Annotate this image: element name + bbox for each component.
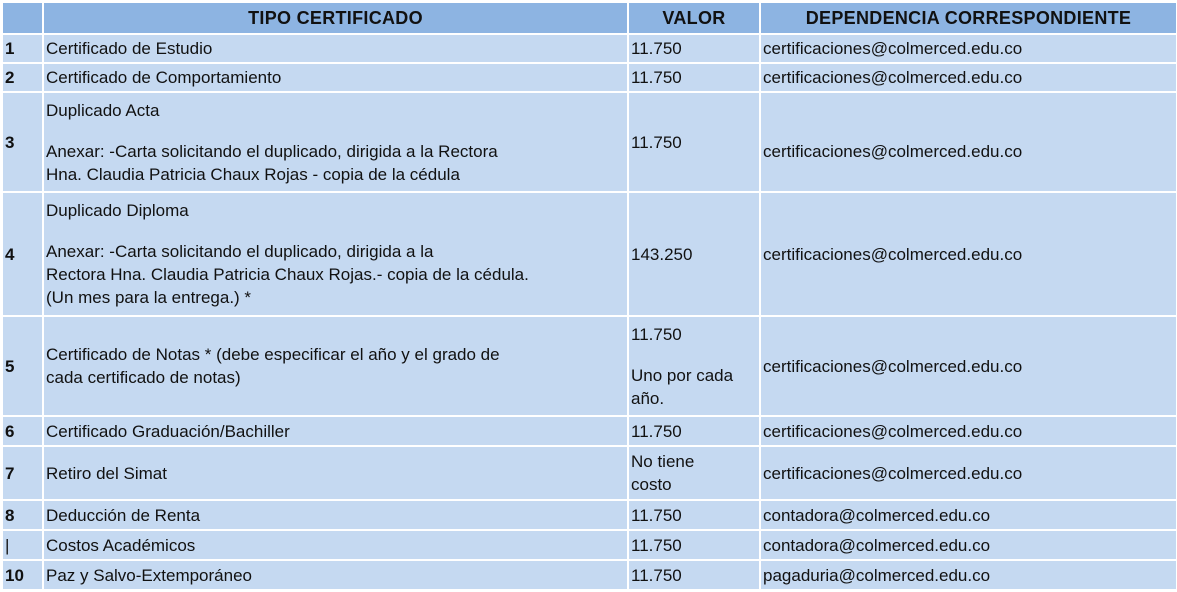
tipo-cell [43,192,628,316]
table-row [2,416,1177,446]
valor-cell [628,446,760,500]
row-number: 3 [2,92,43,192]
valor-cell: 11.750 [628,416,760,446]
table-row [2,530,1177,560]
table-row [2,500,1177,530]
valor-amount: No tiene costo [631,452,695,494]
dependencia-cell: certificaciones@colmerced.edu.co [760,34,1177,63]
row-number: 5 [2,316,43,416]
tipo-note: Anexar: -Carta solicitando el duplicado, dirigida a la Rectora Hna. Claudia Patricia Chaux Rojas - copia de la cédula [46,141,498,184]
row-number: | [2,530,43,560]
valor-amount: 11.750 [631,324,682,344]
tipo-cell: Certificado de Estudio [43,34,628,63]
valor-cell: 11.750 [628,63,760,92]
valor-cell: 11.750 [628,530,760,560]
header-valor: VALOR [628,2,760,34]
row-number: 6 [2,416,43,446]
table-row [2,316,1177,416]
dependencia-cell: certificaciones@colmerced.edu.co [760,316,1177,416]
table-row [2,560,1177,590]
valor-cell: 11.750 [628,92,760,192]
table-row [2,92,1177,192]
tipo-title: Duplicado Diploma [46,201,189,220]
dependencia-cell: certificaciones@colmerced.edu.co [760,192,1177,316]
dependencia-cell: certificaciones@colmerced.edu.co [760,446,1177,500]
tipo-cell [43,316,628,416]
dependencia-cell: certificaciones@colmerced.edu.co [760,416,1177,446]
valor-cell: 11.750 [628,34,760,63]
row-number: 8 [2,500,43,530]
certificates-table [1,1,1177,591]
tipo-cell: Certificado Graduación/Bachiller [43,416,628,446]
tipo-cell: Retiro del Simat [43,446,628,500]
dependencia-cell: certificaciones@colmerced.edu.co [760,63,1177,92]
dependencia-cell: contadora@colmerced.edu.co [760,500,1177,530]
table-row [2,63,1177,92]
row-number: 1 [2,34,43,63]
valor-cell: 11.750 [628,500,760,530]
tipo-cell: Paz y Salvo-Extemporáneo [43,560,628,590]
tipo-title: Certificado de Notas * (debe especificar el año y el grado de cada certificado de notas) [46,345,500,387]
dependencia-cell: certificaciones@colmerced.edu.co [760,92,1177,192]
table-row [2,446,1177,500]
header-tipo: TIPO CERTIFICADO [43,2,628,34]
row-number: 10 [2,560,43,590]
row-number: 2 [2,63,43,92]
row-number: 7 [2,446,43,500]
header-row [2,2,1177,34]
tipo-note: Anexar: -Carta solicitando el duplicado, dirigida a la Rectora Hna. Claudia Patricia Chaux Rojas.- copia de la cédula. (Un mes para la entrega.) * [46,242,529,307]
valor-cell: 143.250 [628,192,760,316]
header-dependencia: DEPENDENCIA CORRESPONDIENTE [760,2,1177,34]
tipo-cell: Deducción de Renta [43,500,628,530]
dependencia-cell: pagaduria@colmerced.edu.co [760,560,1177,590]
tipo-cell: Certificado de Comportamiento [43,63,628,92]
valor-cell: 11.750 [628,560,760,590]
tipo-cell: Costos Académicos [43,530,628,560]
tipo-title: Duplicado Acta [46,100,160,120]
table-row [2,34,1177,63]
tipo-cell [43,92,628,192]
table-row [2,192,1177,316]
header-num [2,2,43,34]
valor-cell [628,316,760,416]
dependencia-cell: contadora@colmerced.edu.co [760,530,1177,560]
valor-note: Uno por cada año. [631,365,734,408]
row-number: 4 [2,192,43,316]
